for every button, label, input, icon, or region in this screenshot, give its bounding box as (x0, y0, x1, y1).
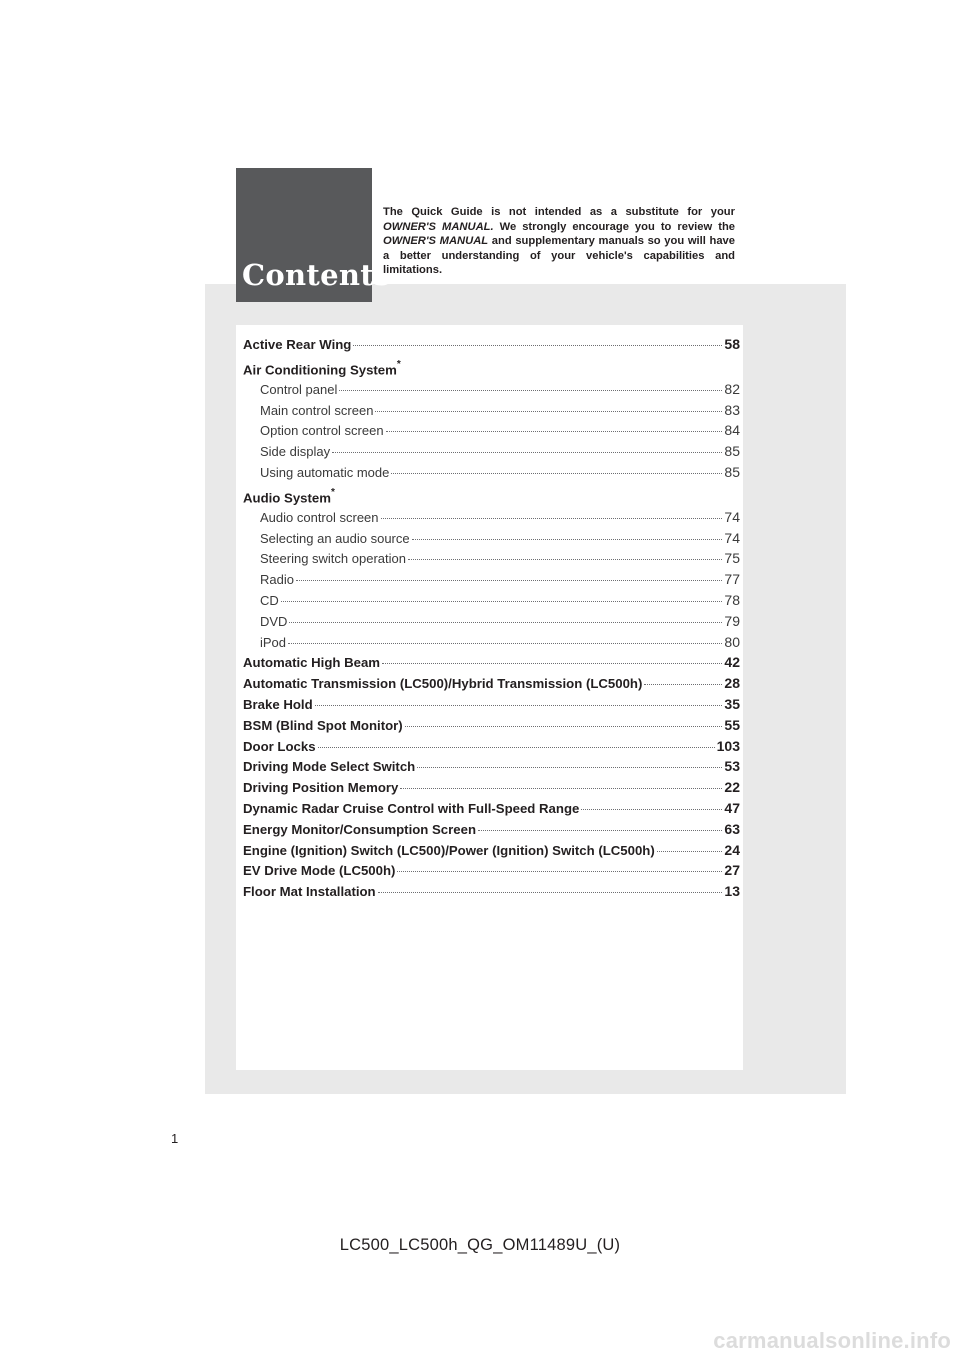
toc-page-number: 103 (716, 737, 740, 754)
toc-entry-label (243, 653, 380, 674)
toc-entry[interactable] (243, 840, 740, 861)
toc-page-number: 80 (724, 633, 740, 650)
dot-leader (315, 705, 723, 706)
intro-text-1: The Quick Guide is not intended as a substitute for your (383, 206, 735, 218)
toc-page-number: 22 (724, 779, 740, 796)
toc-page-number: 47 (724, 799, 740, 816)
toc-page-number: 78 (724, 591, 740, 608)
dot-leader (405, 726, 723, 727)
toc-page-number: 85 (724, 443, 740, 460)
toc-entry-label-text: Driving Position Memory (243, 780, 399, 796)
toc-entry-label (260, 508, 379, 529)
toc-entry-label-text: Side display (260, 444, 331, 460)
dot-leader (289, 622, 722, 623)
toc-page-number: 53 (724, 758, 740, 775)
toc-entry-label-text: Main control screen (260, 402, 374, 418)
dot-leader (381, 518, 723, 519)
toc-subentry[interactable] (243, 569, 740, 590)
toc-entry-label (260, 633, 286, 654)
toc-entry[interactable] (243, 860, 740, 881)
toc-page-number: 75 (724, 550, 740, 567)
toc-entry-label (260, 549, 406, 570)
toc-entry-label (243, 841, 655, 862)
toc-page-number: 28 (724, 675, 740, 692)
contents-title-block (236, 168, 391, 302)
toc-entry-label-text: Steering switch operation (260, 551, 406, 567)
dot-leader (581, 809, 722, 810)
toc-entry-label-text: Using automatic mode (260, 464, 390, 480)
toc-page-number: 83 (724, 401, 740, 418)
toc-entry-label-text: DVD (260, 613, 288, 629)
dot-leader (281, 601, 723, 602)
intro-text-2: We strongly encourage you to review the (499, 220, 735, 233)
toc-entry-label (243, 757, 415, 778)
toc-subentry[interactable] (243, 590, 740, 611)
toc-subentry[interactable] (243, 611, 740, 632)
dot-leader (378, 892, 723, 893)
page-title: Contents (242, 258, 391, 292)
toc-entry[interactable] (243, 715, 740, 736)
toc-page-number: 42 (724, 654, 740, 671)
dot-leader (386, 431, 723, 432)
toc-page-number: 84 (724, 422, 740, 439)
toc-entry[interactable] (243, 334, 740, 355)
toc-entry-label-text: Active Rear Wing (243, 337, 352, 352)
toc-page-number: 77 (724, 571, 740, 588)
toc-subentry[interactable] (243, 462, 740, 483)
toc-entry[interactable] (243, 798, 740, 819)
toc-entry-label (260, 612, 287, 633)
toc-entry-label (243, 716, 403, 737)
dot-leader (412, 539, 723, 540)
dot-leader (382, 663, 722, 664)
toc-subentry[interactable] (243, 400, 740, 421)
dot-leader (417, 767, 722, 768)
toc-entry[interactable] (243, 673, 740, 694)
toc-entry-label (260, 463, 389, 484)
toc-page-number: 74 (724, 508, 740, 525)
dot-leader (391, 473, 722, 474)
dot-leader (644, 684, 722, 685)
toc-page-number: 74 (724, 529, 740, 546)
toc-entry-label (243, 861, 395, 882)
toc-entry-label-text: Air Conditioning System (243, 362, 397, 378)
toc-entry-label-text: Brake Hold (243, 696, 313, 712)
toc-entry-label-text: Energy Monitor/Consumption Screen (243, 821, 476, 837)
dot-leader (353, 345, 722, 346)
toc-entry-label-text: Floor Mat Installation (243, 884, 376, 900)
toc-page-number: 82 (724, 380, 740, 397)
toc-entry[interactable] (243, 736, 740, 757)
toc-page-number: 35 (724, 695, 740, 712)
toc-subentry[interactable] (243, 420, 740, 441)
toc-entry-label-text: Driving Mode Select Switch (243, 759, 416, 775)
watermark: carmanualsonline.info (713, 1328, 951, 1353)
toc-entry[interactable] (243, 881, 740, 902)
toc-entry-label (260, 570, 294, 591)
toc-entry-label (260, 591, 279, 612)
toc-page-number: 63 (724, 820, 740, 837)
toc-page-number: 13 (724, 883, 740, 900)
toc-entry-label-text: Control panel (260, 381, 338, 397)
toc-entry[interactable] (243, 756, 740, 777)
toc-entry-label-text: iPod (260, 634, 287, 650)
toc-entry-label-text: Engine (Ignition) Switch (LC500)/Power (Ignition) Switch (LC500h) (243, 842, 655, 858)
toc-entry-label-text: EV Drive Mode (LC500h) (243, 863, 396, 879)
toc-page-number: 55 (724, 716, 740, 733)
toc-page-number: 27 (724, 862, 740, 879)
dot-leader (296, 580, 722, 581)
toc-subentry[interactable] (243, 632, 740, 653)
dot-leader (332, 452, 722, 453)
intro-manual-ref-1: OWNER'S MANUAL. (383, 220, 494, 233)
toc-entry-label (260, 529, 410, 550)
toc-entry-label-text: Selecting an audio source (260, 530, 410, 546)
toc-page-number: 58 (724, 336, 740, 352)
dot-leader (657, 851, 723, 852)
toc-entry[interactable] (243, 355, 740, 379)
toc-subentry[interactable] (243, 548, 740, 569)
toc-entry-label (243, 882, 376, 903)
dot-leader (478, 830, 722, 831)
intro-note (383, 205, 735, 278)
toc-entry-label (260, 421, 384, 442)
toc-entry-label (260, 401, 373, 422)
toc-entry[interactable] (243, 652, 740, 673)
toc-entry-label-text: Audio System (243, 490, 331, 506)
table-of-contents (243, 334, 740, 902)
toc-subentry[interactable] (243, 441, 740, 462)
toc-box (236, 325, 743, 1070)
page-number: 1 (171, 1131, 179, 1146)
toc-entry-label-text: BSM (Blind Spot Monitor) (243, 717, 403, 733)
toc-entry-label (243, 355, 401, 382)
dot-leader (375, 411, 722, 412)
toc-entry-label (243, 778, 398, 799)
toc-entry-label-text: Audio control screen (260, 509, 379, 525)
toc-entry-label (243, 799, 579, 820)
toc-entry-label-text: Radio (260, 572, 294, 588)
toc-entry-label-text: CD (260, 592, 279, 608)
toc-entry[interactable] (243, 483, 740, 507)
toc-entry-label (243, 737, 316, 758)
toc-page-number: 85 (724, 463, 740, 480)
dot-leader (408, 559, 722, 560)
toc-entry-label-text: Automatic Transmission (LC500)/Hybrid Transmission (LC500h) (243, 676, 643, 692)
intro-text-3: and supplementary manuals so you will have a better understanding of your vehicle's capabilities and limitations. (383, 235, 735, 277)
toc-entry-label (243, 483, 335, 510)
footnote-asterisk: * (330, 486, 335, 498)
toc-entry-label (260, 380, 337, 401)
intro-manual-ref-2: OWNER'S MANUAL (383, 235, 489, 248)
toc-page-number: 79 (724, 612, 740, 629)
toc-entry-label (243, 335, 351, 356)
toc-entry[interactable] (243, 694, 740, 715)
toc-entry-label-text: Automatic High Beam (243, 655, 381, 671)
dot-leader (339, 390, 722, 391)
footnote-asterisk: * (396, 358, 401, 370)
toc-subentry[interactable] (243, 528, 740, 549)
toc-entry-label (260, 442, 330, 463)
toc-entry-label (243, 695, 313, 716)
dot-leader (318, 747, 715, 748)
toc-subentry[interactable] (243, 507, 740, 528)
toc-page-number: 24 (724, 841, 740, 858)
toc-entry-label-text: Dynamic Radar Cruise Control with Full-Speed Range (243, 800, 580, 816)
toc-entry[interactable] (243, 777, 740, 798)
toc-entry[interactable] (243, 819, 740, 840)
toc-entry-label (243, 674, 642, 695)
dot-leader (288, 643, 722, 644)
toc-entry-label-text: Door Locks (243, 738, 316, 754)
dot-leader (400, 788, 722, 789)
toc-subentry[interactable] (243, 379, 740, 400)
document-code: LC500_LC500h_QG_OM11489U_(U) (339, 1236, 621, 1254)
toc-entry-label-text: Option control screen (260, 423, 384, 439)
toc-entry-label (243, 820, 476, 841)
dot-leader (397, 871, 722, 872)
